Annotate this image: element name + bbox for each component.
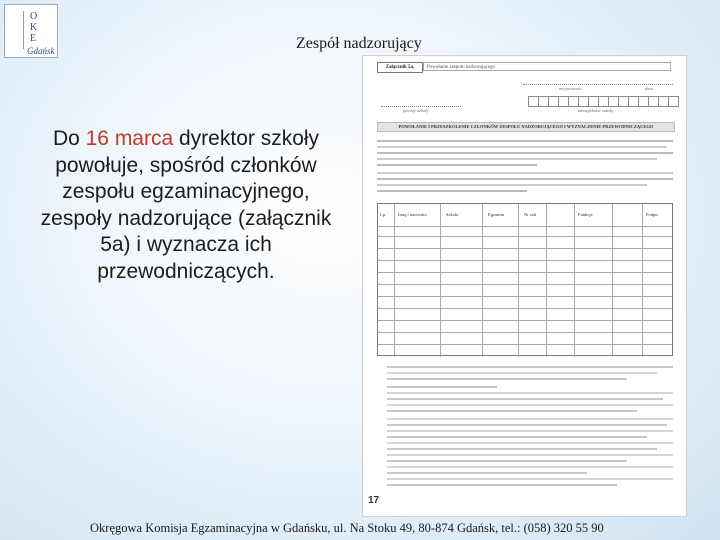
logo-divider bbox=[23, 11, 24, 49]
footer-contact: Okręgowa Komisja Egzaminacyjna w Gdańsku, ul. Na Stoku 49, 80-874 Gdańsk, tel.: (058) 320 55 90 bbox=[90, 521, 604, 535]
field-date: data bbox=[645, 86, 654, 91]
col-exam: Egzamin bbox=[488, 212, 504, 217]
members-table bbox=[377, 203, 673, 356]
main-paragraph bbox=[40, 126, 332, 285]
page-number: 17 bbox=[368, 495, 380, 506]
field-school-id: identyfikator szkoły bbox=[578, 108, 614, 113]
main-text-before: Do bbox=[52, 127, 86, 150]
logo-letter-e: E bbox=[30, 33, 37, 44]
school-id-boxes bbox=[528, 96, 678, 107]
field-place: miejscowość bbox=[559, 86, 582, 91]
field-stamp: pieczęć szkoły bbox=[403, 108, 429, 113]
attachment-label: Załącznik 5a. bbox=[377, 62, 423, 73]
logo-letter-o: O bbox=[30, 11, 38, 22]
logo-letter-k: K bbox=[30, 22, 38, 33]
attachment-banner: POWOŁANIE I PRZESZKOLENIE CZŁONKÓW ZESPOŁU NADZORUJĄCEGO I WYZNACZENIE PRZEWODNICZĄCEGO bbox=[377, 122, 675, 132]
deadline-date: 16 marca bbox=[85, 127, 174, 150]
col-room: Nr sali bbox=[524, 212, 537, 217]
col-school: Szkoła bbox=[446, 212, 459, 217]
place-date-line bbox=[523, 84, 673, 85]
slide-title: Zespół nadzorujący bbox=[296, 35, 422, 52]
col-role: Funkcja bbox=[578, 212, 593, 217]
attachment-page bbox=[362, 55, 687, 517]
logo-city: Gdańsk bbox=[27, 46, 55, 56]
oke-logo bbox=[4, 4, 58, 58]
attachment-label-description: Powołanie zespołu nadzorującego bbox=[423, 62, 671, 71]
col-signature: Podpis bbox=[646, 212, 659, 217]
main-text-after: dyrektor szkoły powołuje, spośród członków zespołu egzaminacyjnego, zespoły nadzorujące (załącznik 5a) i wyznacza ich przewodniczących. bbox=[40, 127, 332, 283]
col-lp: Lp. bbox=[380, 212, 387, 217]
stamp-line bbox=[381, 106, 461, 107]
col-name: Imię i nazwisko bbox=[398, 212, 427, 217]
